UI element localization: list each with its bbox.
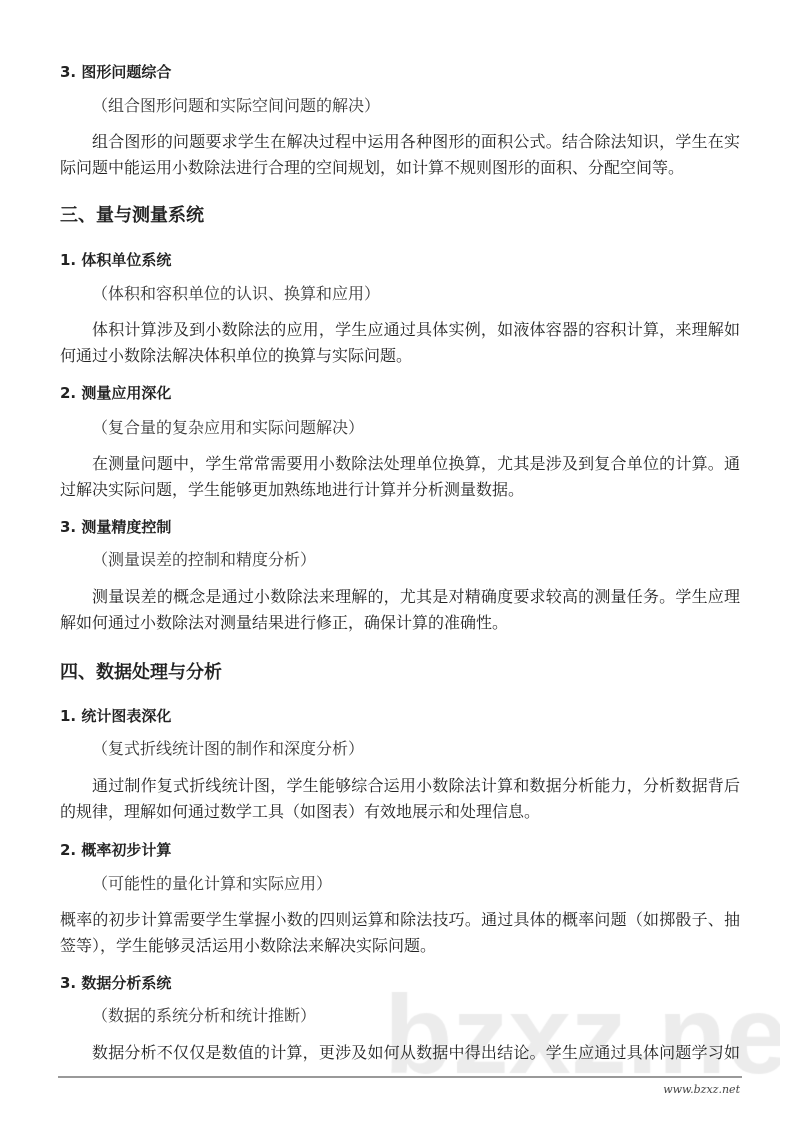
paragraph-line: 数据分析不仅仅是数值的计算，更涉及如何从数据中得出结论。学生应通过具体问题学习如	[92, 1043, 740, 1062]
section-heading: 三、量与测量系统	[60, 205, 204, 226]
section-heading: 四、数据处理与分析	[60, 662, 222, 683]
paragraph-line: 签等），学生能够灵活运用小数除法来解决实际问题。	[60, 936, 437, 955]
item-subtitle: （复合量的复杂应用和实际问题解决）	[92, 418, 365, 437]
item-heading: 2. 测量应用深化	[60, 384, 172, 402]
item-heading: 3. 数据分析系统	[60, 974, 172, 992]
item-heading: 3. 测量精度控制	[60, 518, 172, 536]
watermark-image	[380, 975, 780, 1085]
item-subtitle: （复式折线统计图的制作和深度分析）	[92, 739, 365, 758]
paragraph-line: 的规律，理解如何通过数学工具（如图表）有效地展示和处理信息。	[60, 802, 541, 821]
item-heading: 3. 图形问题综合	[60, 63, 172, 81]
paragraph-line: 在测量问题中，学生常常需要用小数除法处理单位换算，尤其是涉及到复合单位的计算。通	[92, 454, 740, 473]
paragraph-line: 概率的初步计算需要学生掌握小数的四则运算和除法技巧。通过具体的概率问题（如掷骰子、抽	[60, 910, 740, 929]
item-heading: 1. 体积单位系统	[60, 251, 172, 269]
item-subtitle: （数据的系统分析和统计推断）	[92, 1006, 317, 1025]
item-subtitle: （体积和容积单位的认识、换算和应用）	[92, 284, 381, 303]
item-subtitle: （可能性的量化计算和实际应用）	[92, 874, 333, 893]
paragraph-line: 组合图形的问题要求学生在解决过程中运用各种图形的面积公式。结合除法知识，学生在实	[92, 132, 740, 151]
paragraph-line: 体积计算涉及到小数除法的应用，学生应通过具体实例，如液体容器的容积计算，来理解如	[92, 320, 740, 339]
paragraph-line: 过解决实际问题，学生能够更加熟练地进行计算并分析测量数据。	[60, 480, 525, 499]
item-subtitle: （组合图形问题和实际空间问题的解决）	[92, 96, 381, 115]
footer-url: www.bzxz.net	[663, 1083, 740, 1096]
paragraph-line: 际问题中能运用小数除法进行合理的空间规划，如计算不规则图形的面积、分配空间等。	[60, 158, 685, 177]
paragraph-line: 通过制作复式折线统计图，学生能够综合运用小数除法计算和数据分析能力，分析数据背后	[92, 776, 740, 795]
paragraph-line: 何通过小数除法解决体积单位的换算与实际问题。	[60, 346, 413, 365]
footer-divider	[58, 1076, 742, 1078]
paragraph-line: 测量误差的概念是通过小数除法来理解的，尤其是对精确度要求较高的测量任务。学生应理	[92, 587, 740, 606]
item-subtitle: （测量误差的控制和精度分析）	[92, 550, 317, 569]
item-heading: 1. 统计图表深化	[60, 707, 172, 725]
item-heading: 2. 概率初步计算	[60, 841, 172, 859]
paragraph-line: 解如何通过小数除法对测量结果进行修正，确保计算的准确性。	[60, 613, 509, 632]
